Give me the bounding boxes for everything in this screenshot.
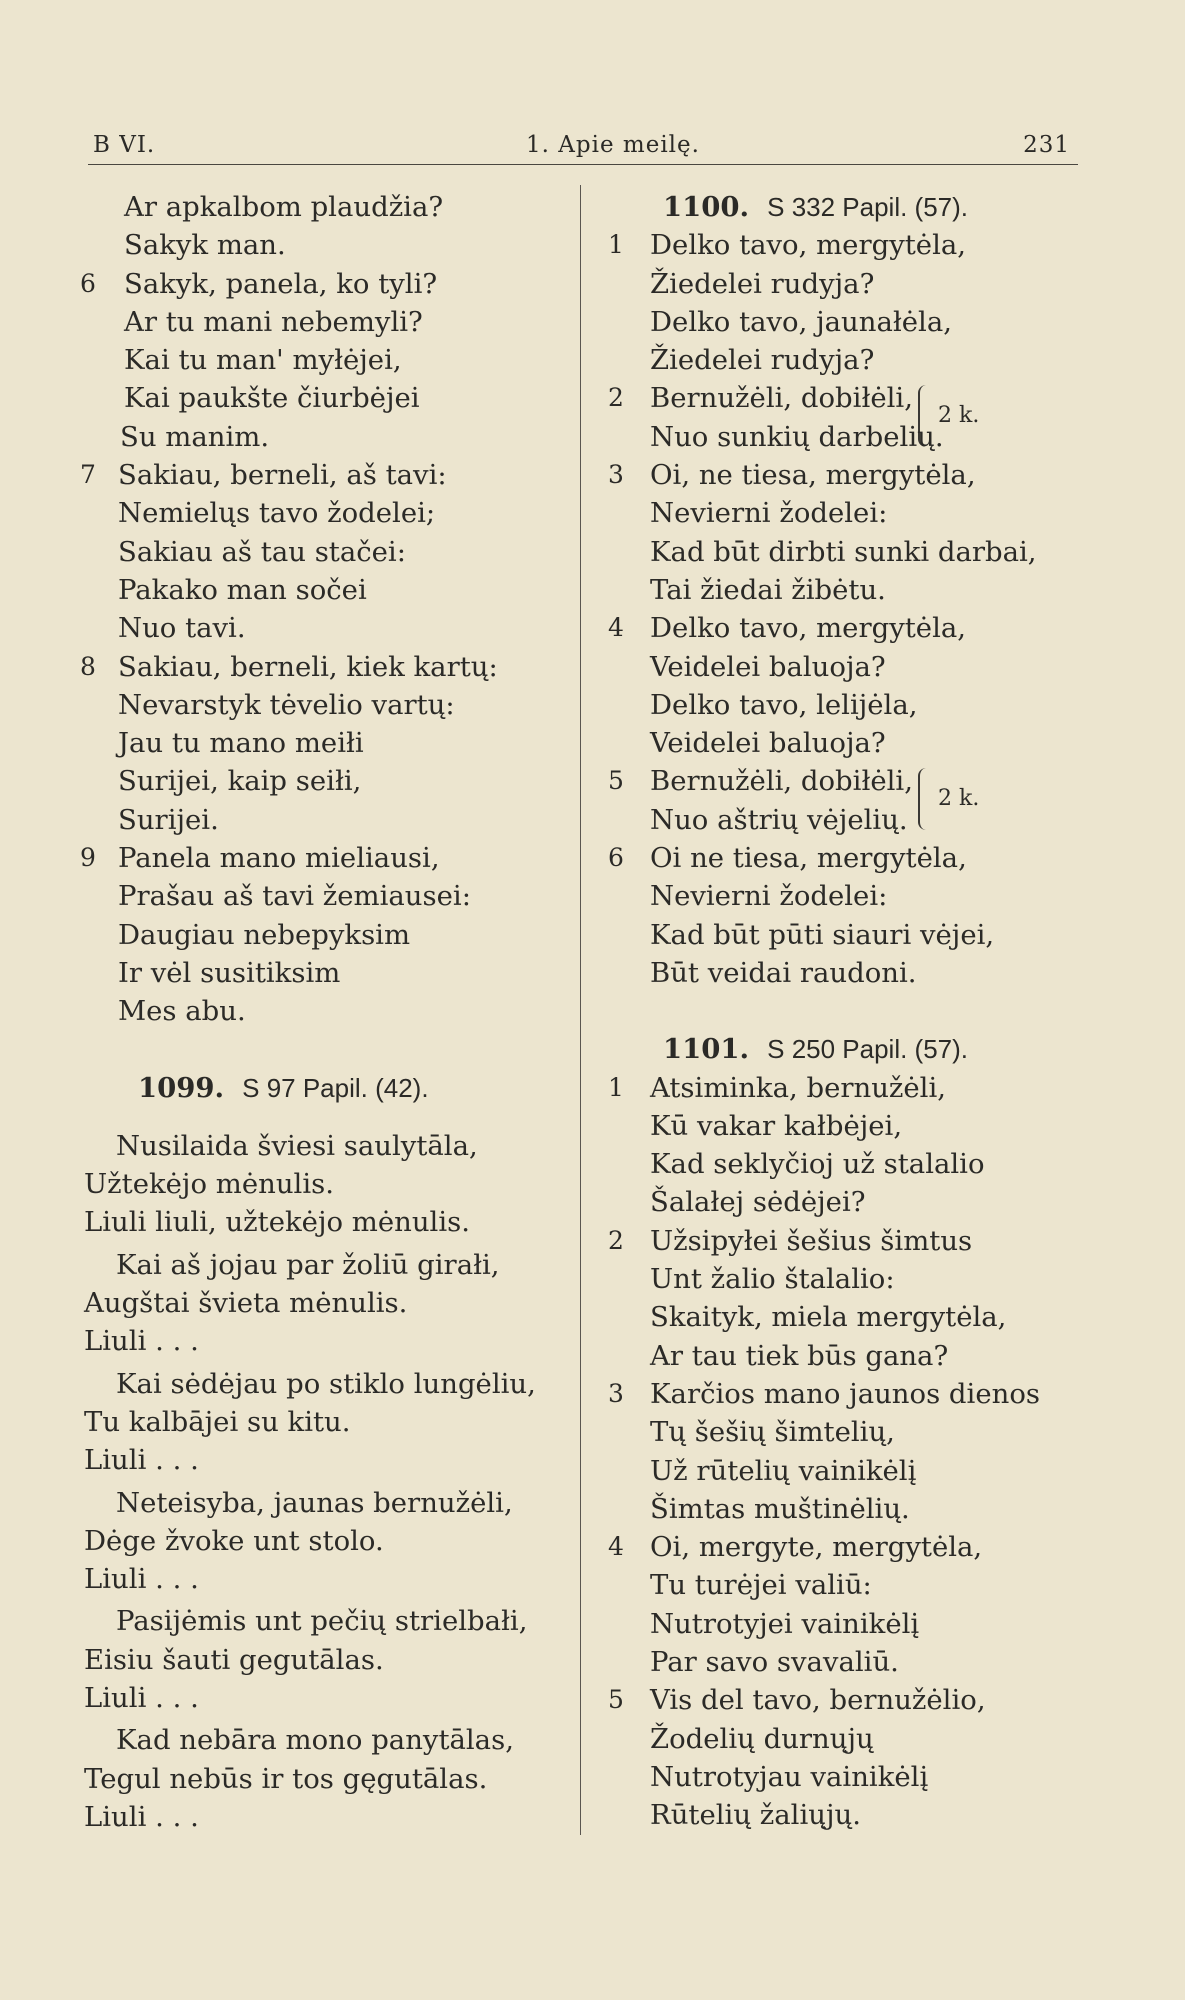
verse-line — [608, 686, 1078, 724]
verse-line — [80, 456, 550, 494]
verse-text: Veidelei baluoja? — [650, 727, 886, 760]
verse-line — [608, 1681, 1078, 1719]
stanza-number: 5 — [608, 1685, 624, 1715]
verse-text: Kai tu man' myłėjei, — [124, 344, 402, 377]
verse-line — [608, 762, 1078, 812]
verse-text: Vis del tavo, bernužėlio, — [650, 1684, 986, 1717]
verse-text: Kad būt dirbti sunki darbai, — [650, 535, 1037, 568]
verse-line — [608, 226, 1078, 264]
verse-line — [80, 1365, 550, 1403]
verse-line — [80, 954, 550, 992]
stanza-number: 6 — [608, 843, 624, 873]
verse-line — [608, 379, 1078, 429]
stanza-number: 8 — [80, 651, 96, 681]
stanza-number: 2 — [608, 1225, 624, 1255]
song-source-reference: S 97 Papil. (42). — [242, 1072, 429, 1103]
verse-text: Neteisyba, jaunas bernužėli, — [116, 1486, 513, 1519]
verse-line — [608, 1566, 1078, 1604]
verse-text: Sakiau, berneli, aš tavi: — [118, 459, 447, 492]
verse-line — [608, 1643, 1078, 1681]
running-header — [88, 128, 1078, 165]
verse-line — [80, 1602, 550, 1640]
stanza-number: 4 — [608, 1532, 624, 1562]
stanza-number: 9 — [80, 843, 96, 873]
verse-line — [608, 1107, 1078, 1145]
verse-line — [608, 1605, 1078, 1643]
verse-text: Par savo svavaliū. — [650, 1645, 899, 1678]
verse-text: Liuli liuli, užtekėjo mėnulis. — [84, 1206, 470, 1239]
verse-line — [608, 533, 1078, 571]
left-column — [80, 188, 550, 1836]
verse-line — [608, 1183, 1078, 1221]
verse-text: Kad nebāra mono panytālas, — [116, 1724, 514, 1757]
verse-text: Nuo tavi. — [118, 612, 246, 645]
stanza-number: 3 — [608, 1378, 624, 1408]
verse-line — [80, 1441, 550, 1479]
verse-line — [80, 1203, 550, 1241]
verse-line — [80, 801, 550, 839]
verse-line — [80, 188, 550, 226]
verse-text: Kad būt pūti siauri vėjei, — [650, 918, 995, 951]
verse-text: Užsipyłei šešius šimtus — [650, 1224, 973, 1257]
stanza-number: 5 — [608, 766, 624, 796]
verse-text: Kai paukšte čiurbėjei — [124, 382, 420, 415]
stanza-number: 3 — [608, 460, 624, 490]
verse-text: Žodelių durnųjų — [650, 1722, 874, 1755]
verse-text: Nevierni žodelei: — [650, 880, 888, 913]
verse-text: Ar apkalbom plaudžia? — [124, 191, 444, 223]
stanza-number: 4 — [608, 613, 624, 643]
verse-text: Kai sėdėjau po stiklo lungėliu, — [116, 1367, 536, 1400]
verse-text: Delko tavo, mergytėla, — [650, 612, 966, 645]
verse-line — [80, 1127, 550, 1165]
verse-line — [608, 648, 1078, 686]
verse-line — [608, 571, 1078, 609]
verse-text: Kai aš jojau par žoliū girałi, — [116, 1248, 500, 1281]
page-number: 231 — [1023, 132, 1070, 158]
verse-text: Liuli . . . — [84, 1800, 199, 1833]
verse-text: Delko tavo, jaunałėla, — [650, 305, 952, 338]
right-column — [608, 188, 1078, 1834]
verse-text: Nemielųs tavo žodelei; — [118, 497, 436, 530]
header-section-label: B VI. — [93, 132, 156, 158]
verse-text: Nuo aštrių vėjelių. — [650, 803, 908, 836]
verse-line — [80, 762, 550, 800]
verse-text: Mes abu. — [118, 995, 246, 1028]
stanza-number: 1 — [608, 230, 624, 260]
verse-line — [608, 916, 1078, 954]
stanza-number: 1 — [608, 1072, 624, 1102]
verse-line — [80, 265, 550, 303]
verse-text: Su manim. — [120, 420, 270, 453]
verse-line — [608, 418, 1078, 456]
verse-text: Surijei. — [118, 803, 219, 836]
verse-text: Liuli . . . — [84, 1325, 199, 1358]
verse-text: Sakyk man. — [124, 229, 286, 262]
verse-line — [80, 1641, 550, 1679]
verse-line — [80, 494, 550, 532]
verse-text: Tu kalbājei su kitu. — [84, 1405, 351, 1438]
verse-text: Ir vėl susitiksim — [118, 956, 341, 989]
column-divider — [580, 185, 581, 1835]
verse-text: Ar tau tiek būs gana? — [650, 1339, 949, 1372]
verse-line — [80, 1798, 550, 1836]
verse-line — [608, 303, 1078, 341]
verse-line — [80, 1403, 550, 1441]
verse-line — [80, 1679, 550, 1717]
verse-line — [80, 1522, 550, 1560]
verse-text: Būt veidai raudoni. — [650, 956, 917, 989]
verse-text: Nusilaida šviesi saulytāla, — [116, 1129, 478, 1162]
song-heading — [608, 188, 1078, 226]
verse-text: Delko tavo, mergytėla, — [650, 229, 966, 262]
verse-line — [80, 839, 550, 877]
song-source-reference: S 250 Papil. (57). — [767, 1034, 969, 1065]
verse-text: Nevarstyk tėvelio vartų: — [118, 688, 455, 721]
verse-line — [80, 379, 550, 417]
stanza-number: 6 — [80, 268, 96, 298]
verse-line — [608, 1260, 1078, 1298]
verse-line — [80, 341, 550, 379]
verse-text: Panela mano mieliausi, — [118, 842, 440, 875]
verse-text: Oi, ne tiesa, mergytėla, — [650, 459, 976, 492]
verse-line — [80, 1760, 550, 1798]
verse-line — [608, 1490, 1078, 1528]
verse-text: Nevierni žodelei: — [650, 497, 888, 530]
verse-line — [608, 801, 1078, 839]
verse-text: Eisiu šauti gegutālas. — [84, 1643, 384, 1676]
verse-line — [80, 1322, 550, 1360]
verse-line — [608, 1528, 1078, 1566]
verse-line — [80, 1721, 550, 1759]
verse-text: Už rūtelių vainikėlį — [650, 1454, 917, 1487]
verse-text: Liuli . . . — [84, 1563, 199, 1596]
spacer — [80, 1031, 550, 1069]
verse-line — [80, 571, 550, 609]
verse-line — [80, 724, 550, 762]
song-source-reference: S 332 Papil. (57). — [767, 192, 969, 222]
verse-line — [608, 1145, 1078, 1183]
verse-line — [608, 877, 1078, 915]
verse-text: Bernužėli, dobiłėli, — [650, 382, 913, 415]
verse-text: Augštai švieta mėnulis. — [84, 1287, 408, 1320]
verse-line — [608, 609, 1078, 647]
verse-text: Nutrotyjau vainikėlį — [650, 1760, 929, 1793]
verse-line — [608, 1069, 1078, 1107]
song-heading — [80, 1069, 550, 1107]
verse-line — [608, 341, 1078, 379]
verse-text: Sakiau, berneli, kiek kartų: — [118, 650, 498, 683]
stanza-number: 2 — [608, 383, 624, 413]
spacer — [80, 1107, 550, 1127]
verse-line — [608, 724, 1078, 762]
verse-line — [80, 1246, 550, 1284]
verse-line — [80, 303, 550, 341]
verse-line — [608, 954, 1078, 992]
verse-line — [608, 1758, 1078, 1796]
verse-text: Veidelei baluoja? — [650, 650, 886, 683]
verse-line — [80, 992, 550, 1030]
verse-text: Sakyk, panela, ko tyli? — [124, 267, 438, 300]
verse-text: Žiedelei rudyja? — [650, 267, 875, 300]
verse-text: Jau tu mano meiłi — [118, 727, 364, 760]
verse-line — [80, 226, 550, 264]
verse-line — [608, 456, 1078, 494]
verse-line — [80, 1284, 550, 1322]
verse-text: Tai žiedai žibėtu. — [650, 573, 886, 606]
verse-text: Surijei, kaip seiłi, — [118, 765, 362, 798]
verse-text: Daugiau nebepyksim — [118, 918, 411, 951]
verse-text: Oi, mergyte, mergytėla, — [650, 1531, 983, 1564]
verse-text: Žiedelei rudyja? — [650, 344, 875, 377]
verse-text: Liuli . . . — [84, 1681, 199, 1714]
song-heading — [608, 1030, 1078, 1068]
verse-text: Delko tavo, lelijėla, — [650, 688, 918, 721]
header-chapter-title: 1. Apie meilę. — [526, 132, 700, 158]
verse-line — [80, 686, 550, 724]
verse-line — [80, 609, 550, 647]
verse-line — [80, 1560, 550, 1598]
verse-text: Bernužėli, dobiłėli, — [650, 765, 913, 798]
verse-text: Nuo sunkių darbelių. — [650, 420, 944, 453]
verse-text: Pakako man sočei — [118, 573, 367, 606]
verse-text: Atsiminka, bernužėli, — [650, 1071, 947, 1104]
verse-text: Užtekėjo mėnulis. — [84, 1168, 334, 1201]
verse-line — [80, 916, 550, 954]
verse-text: Skaityk, miela mergytėla, — [650, 1301, 1007, 1334]
verse-text: Unt žalio štalalio: — [650, 1263, 895, 1296]
verse-text: Nutrotyjei vainikėlį — [650, 1607, 920, 1640]
verse-line — [80, 1484, 550, 1522]
verse-line — [80, 1165, 550, 1203]
verse-text: Šalałej sėdėjei? — [650, 1186, 866, 1219]
verse-text: Dėge žvoke unt stolo. — [84, 1524, 384, 1557]
verse-line — [608, 1222, 1078, 1260]
verse-line — [608, 1720, 1078, 1758]
verse-text: Tų šešių šimtelių, — [650, 1416, 895, 1449]
verse-text: Tegul nebūs ir tos gęgutālas. — [84, 1762, 488, 1795]
verse-line — [80, 648, 550, 686]
verse-text: Karčios mano jaunos dienos — [650, 1377, 1040, 1410]
verse-text: Prašau aš tavi žemiausei: — [118, 880, 471, 913]
verse-line — [608, 494, 1078, 532]
verse-line — [608, 1452, 1078, 1490]
verse-line — [608, 1375, 1078, 1413]
verse-text: Tu turėjei valiū: — [650, 1569, 872, 1602]
stanza-number: 7 — [80, 460, 96, 490]
repeat-marker: 2 k. — [938, 786, 980, 812]
verse-text: Rūtelių žaliųjų. — [650, 1799, 861, 1832]
verse-line — [608, 1298, 1078, 1336]
verse-line — [80, 533, 550, 571]
verse-text: Sakiau aš tau stačei: — [118, 535, 406, 568]
verse-text: Kad seklyčioj už stalalio — [650, 1148, 985, 1181]
song-number: 1099. — [138, 1071, 225, 1104]
verse-line — [80, 877, 550, 915]
spacer — [608, 992, 1078, 1030]
verse-line — [608, 265, 1078, 303]
verse-text: Kū vakar kałbėjei, — [650, 1109, 903, 1142]
song-number: 1100. — [663, 191, 750, 223]
verse-line — [608, 839, 1078, 877]
song-number: 1101. — [663, 1033, 750, 1066]
verse-line — [80, 418, 550, 456]
verse-text: Liuli . . . — [84, 1444, 199, 1477]
verse-text: Ar tu mani nebemyli? — [124, 305, 423, 338]
verse-text: Oi ne tiesa, mergytėla, — [650, 842, 967, 875]
repeat-marker: 2 k. — [938, 403, 980, 429]
verse-text: Šimtas muštinėlių. — [650, 1492, 910, 1525]
verse-line — [608, 1413, 1078, 1451]
verse-line — [608, 1796, 1078, 1834]
verse-text: Pasijėmis unt pečių strielbałi, — [116, 1605, 528, 1638]
verse-line — [608, 1337, 1078, 1375]
